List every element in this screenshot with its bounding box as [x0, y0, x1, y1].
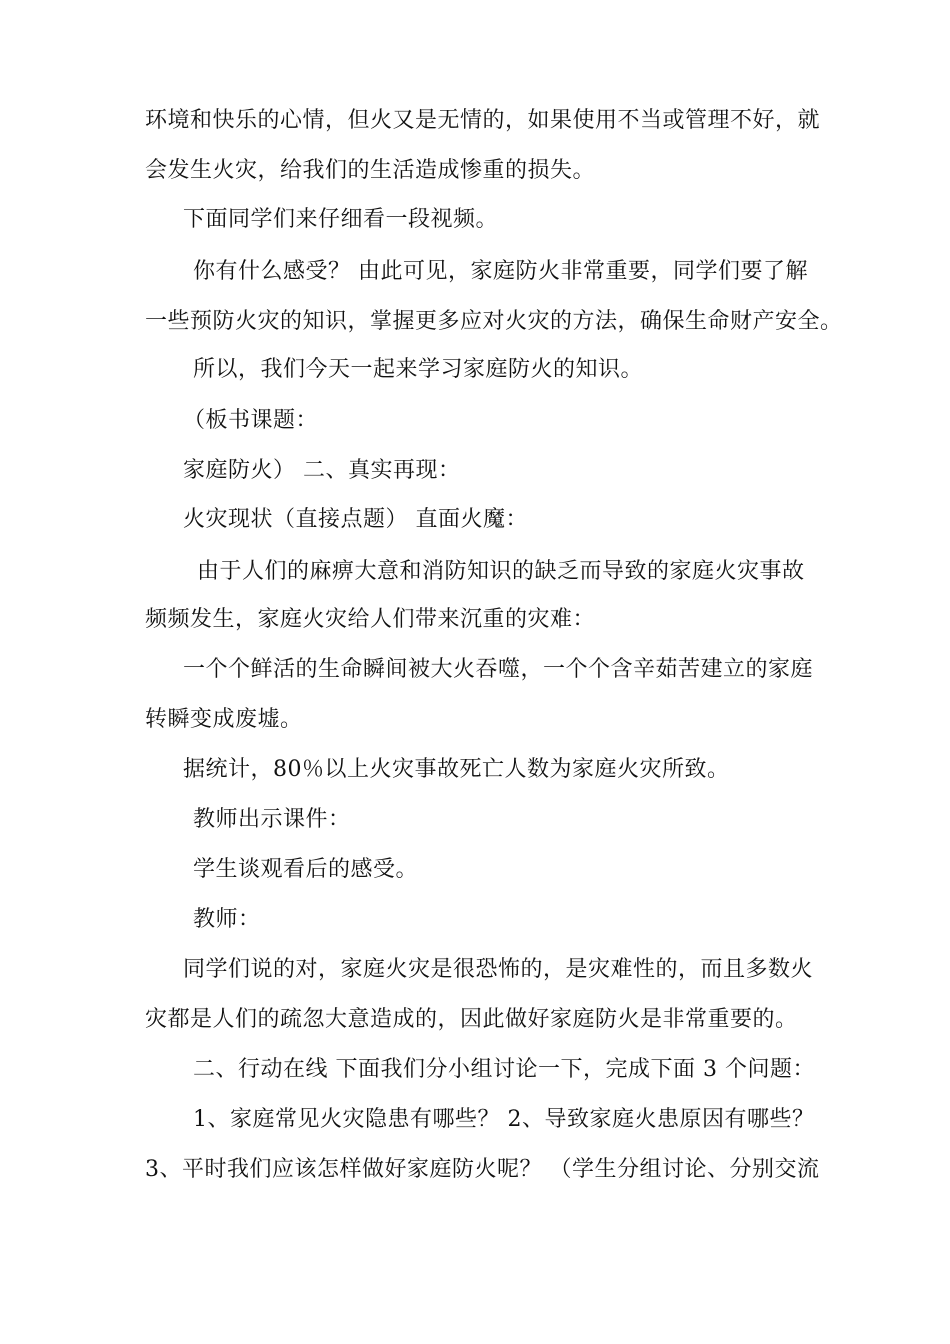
text-line: 火灾现状（直接点题） 直面火魔： [183, 507, 528, 532]
text-line: 会发生火灾，给我们的生活造成惨重的损失。 [145, 158, 596, 183]
text-line: 二、行动在线 下面我们分小组讨论一下，完成下面 3 个问题： [193, 1057, 815, 1082]
text-line: 环境和快乐的心情，但火又是无情的，如果使用不当或管理不好，就 [145, 108, 821, 133]
text-line: 3、平时我们应该怎样做好家庭防火呢？ （学生分组讨论、分别交流 [145, 1157, 820, 1182]
text-line: 同学们说的对，家庭火灾是很恐怖的，是灾难性的，而且多数火 [183, 957, 814, 982]
text-line: 学生谈观看后的感受。 [193, 857, 419, 882]
text-line: 你有什么感受？ 由此可见，家庭防火非常重要，同学们要了解 [193, 259, 808, 284]
text-line: 频频发生，家庭火灾给人们带来沉重的灾难： [145, 607, 596, 632]
text-line: 据统计，80％以上火灾事故死亡人数为家庭火灾所致。 [183, 757, 730, 782]
text-line: 转瞬变成废墟。 [145, 707, 303, 732]
text-line: 教师出示课件： [193, 807, 351, 832]
text-line: 1、家庭常见火灾隐患有哪些？ 2、导致家庭火患原因有哪些？ [193, 1107, 815, 1132]
text-line: 由于人们的麻痹大意和消防知识的缺乏而导致的家庭火灾事故 [197, 559, 805, 584]
text-line: 教师： [193, 907, 261, 932]
text-line: 家庭防火） 二、真实再现： [183, 458, 461, 483]
text-line: 一个个鲜活的生命瞬间被大火吞噬，一个个含辛茹苦建立的家庭 [183, 657, 814, 682]
text-line: 灾都是人们的疏忽大意造成的，因此做好家庭防火是非常重要的。 [145, 1007, 798, 1032]
text-line: （板书课题： [183, 408, 319, 433]
text-line: 一些预防火灾的知识，掌握更多应对火灾的方法，确保生命财产安全。 [145, 309, 843, 334]
text-line: 所以，我们今天一起来学习家庭防火的知识。 [193, 357, 644, 382]
text-line: 下面同学们来仔细看一段视频。 [183, 207, 499, 232]
